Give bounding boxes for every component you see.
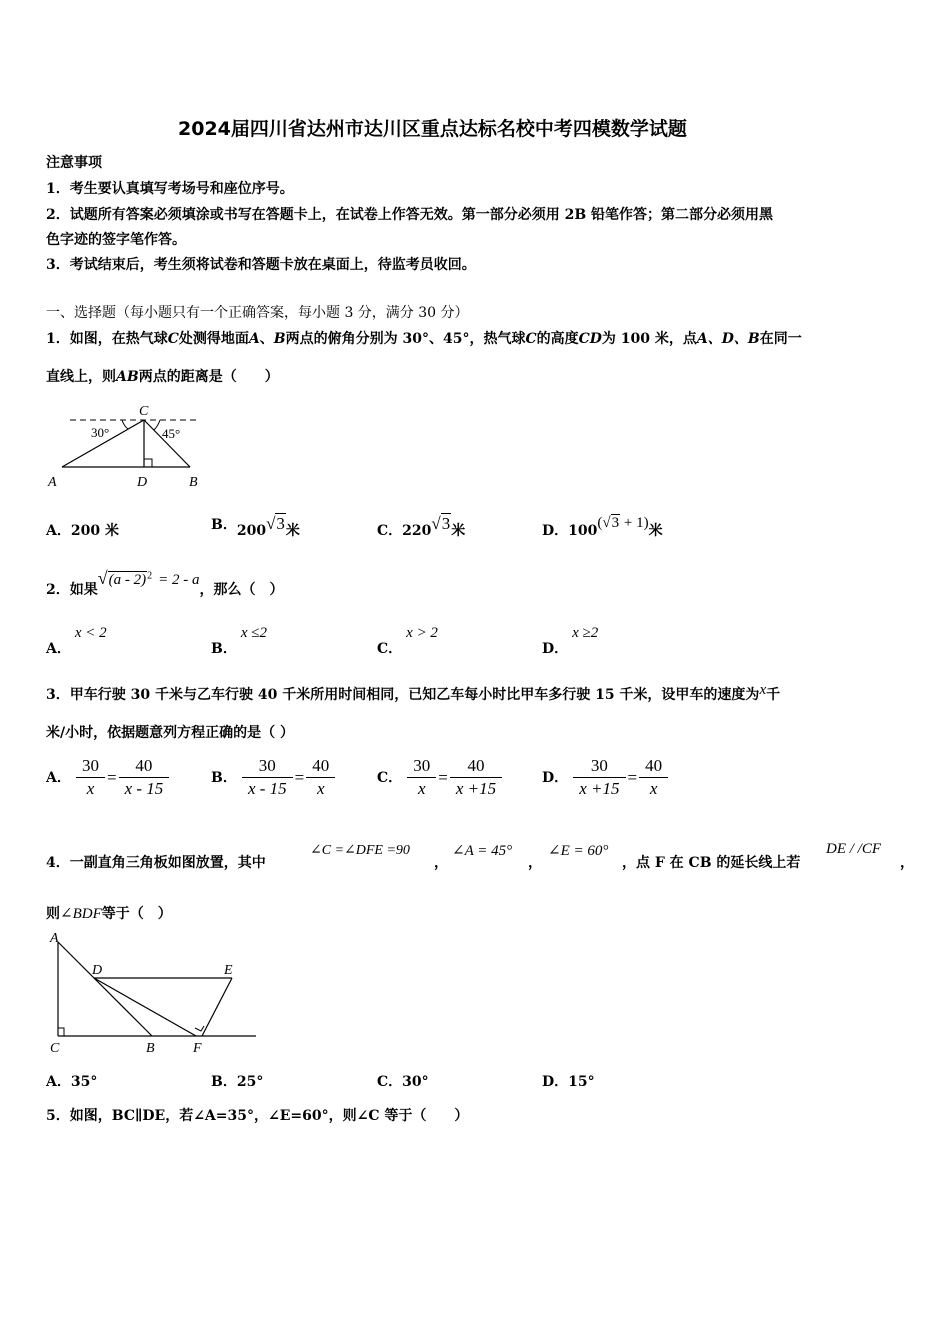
- page-title: 2024届四川省达州市达川区重点达标名校中考四模数学试题: [178, 118, 687, 140]
- label-c: C: [50, 1041, 60, 1056]
- q3-stem-line2: 米/小时，依据题意列方程正确的是（ ）: [46, 725, 294, 741]
- q3-option-b[interactable]: B． $\frac{30}{x - 15}$ = $\frac{40}{x}$: [211, 755, 335, 800]
- q4-option-b[interactable]: B．25°: [211, 1074, 264, 1090]
- label-b: B: [146, 1041, 155, 1056]
- notice-item: 色字迹的签字笔作答。: [46, 232, 186, 248]
- q2-option-d[interactable]: D．x ≥2: [542, 625, 599, 657]
- q1-option-c[interactable]: C．220√3米: [377, 514, 466, 539]
- angle-arc-45: [154, 420, 160, 430]
- q4-sep: ，: [434, 855, 448, 871]
- q4-sep: ，: [528, 855, 542, 871]
- right-angle-mark-c: [58, 1028, 64, 1036]
- q4-option-a[interactable]: A．35°: [46, 1074, 98, 1090]
- q4-option-d[interactable]: D．15°: [542, 1074, 595, 1090]
- q2-option-a[interactable]: A．x < 2: [46, 625, 107, 657]
- right-angle-mark: [144, 459, 152, 467]
- q1-option-a[interactable]: A．200 米: [46, 523, 119, 539]
- label-f: F: [193, 1041, 202, 1056]
- label-a: A: [48, 475, 57, 490]
- q4-cond2: ∠A = 45°: [452, 843, 513, 859]
- segment-ab: [58, 942, 152, 1036]
- q3-option-a[interactable]: A． $\frac{30}{x}$ = $\frac{40}{x - 15}$: [46, 755, 169, 800]
- q4-stem-line2: 则∠BDF等于（ ）: [46, 906, 172, 922]
- q4-figure: [44, 930, 259, 1058]
- q1-stem-line2: 直线上，则AB两点的距离是（ ）: [46, 369, 279, 385]
- q4-option-c[interactable]: C．30°: [377, 1074, 429, 1090]
- label-45: 45°: [162, 426, 181, 441]
- q2-stem: 2．如果√(a - 2)$^2$ = 2 - a，那么（ ）: [46, 568, 284, 598]
- label-b: B: [189, 475, 198, 490]
- q2-option-b[interactable]: B．x ≤2: [211, 625, 267, 657]
- q4-mid: ，点 F 在 CB 的延长线上若: [622, 855, 801, 871]
- notice-item: 1．考生要认真填写考场号和座位序号。: [46, 181, 294, 197]
- angle-arc-30: [122, 420, 128, 429]
- q1-option-d[interactable]: D．100(√3 + 1)米: [542, 515, 663, 539]
- label-30: 30°: [91, 425, 110, 440]
- q4-end: ，: [900, 855, 914, 871]
- section-heading: 一、选择题（每小题只有一个正确答案，每小题 3 分，满分 30 分）: [46, 305, 469, 321]
- segment-df: [94, 978, 196, 1036]
- q5-stem: 5．如图，BC∥DE，若∠A=35°，∠E=60°，则∠C 等于（ ）: [46, 1108, 469, 1124]
- label-c: C: [139, 404, 149, 419]
- q3-option-d[interactable]: D． $\frac{30}{x +15}$ = $\frac{40}{x}$: [542, 755, 668, 800]
- q2-options: [46, 622, 906, 658]
- notice-item: 2．试题所有答案必须填涂或书写在答题卡上，在试卷上作答无效。第一部分必须用 2B 铅笔作答；第二部分必须用黑: [46, 207, 774, 223]
- q4-cond4: DE / /CF: [826, 841, 881, 857]
- q4-stem-line1: 4．一副直角三角板如图放置，其中: [46, 855, 266, 871]
- label-a: A: [50, 931, 59, 946]
- q4-cond1: ∠C =∠DFE =90: [310, 843, 410, 858]
- label-d: D: [137, 475, 148, 490]
- right-angle-mark-f: [195, 1026, 204, 1031]
- segment-ef: [202, 978, 232, 1036]
- q1-stem-line1: 1．如图，在热气球C处测得地面A、B两点的俯角分别为 30°、45°，热气球C的高度CD为 100 米，点A、D、B在同一: [46, 331, 802, 347]
- q2-option-c[interactable]: C．x > 2: [377, 625, 438, 657]
- notice-heading: 注意事项: [46, 155, 102, 171]
- q3-option-c[interactable]: C． $\frac{30}{x}$ = $\frac{40}{x +15}$: [377, 755, 502, 800]
- label-e: E: [224, 963, 233, 978]
- label-d: D: [92, 963, 103, 978]
- q1-option-b[interactable]: B．200√3米: [211, 514, 300, 539]
- q4-cond3: ∠E = 60°: [548, 843, 609, 859]
- notice-item: 3．考试结束后，考生须将试卷和答题卡放在桌面上，待监考员收回。: [46, 257, 476, 273]
- q3-stem-line1: 3．甲车行驶 30 千米与乙车行驶 40 千米所用时间相同，已知乙车每小时比甲车多行驶 15 千米，设甲车的速度为x千: [46, 682, 781, 703]
- q1-figure: [44, 400, 214, 495]
